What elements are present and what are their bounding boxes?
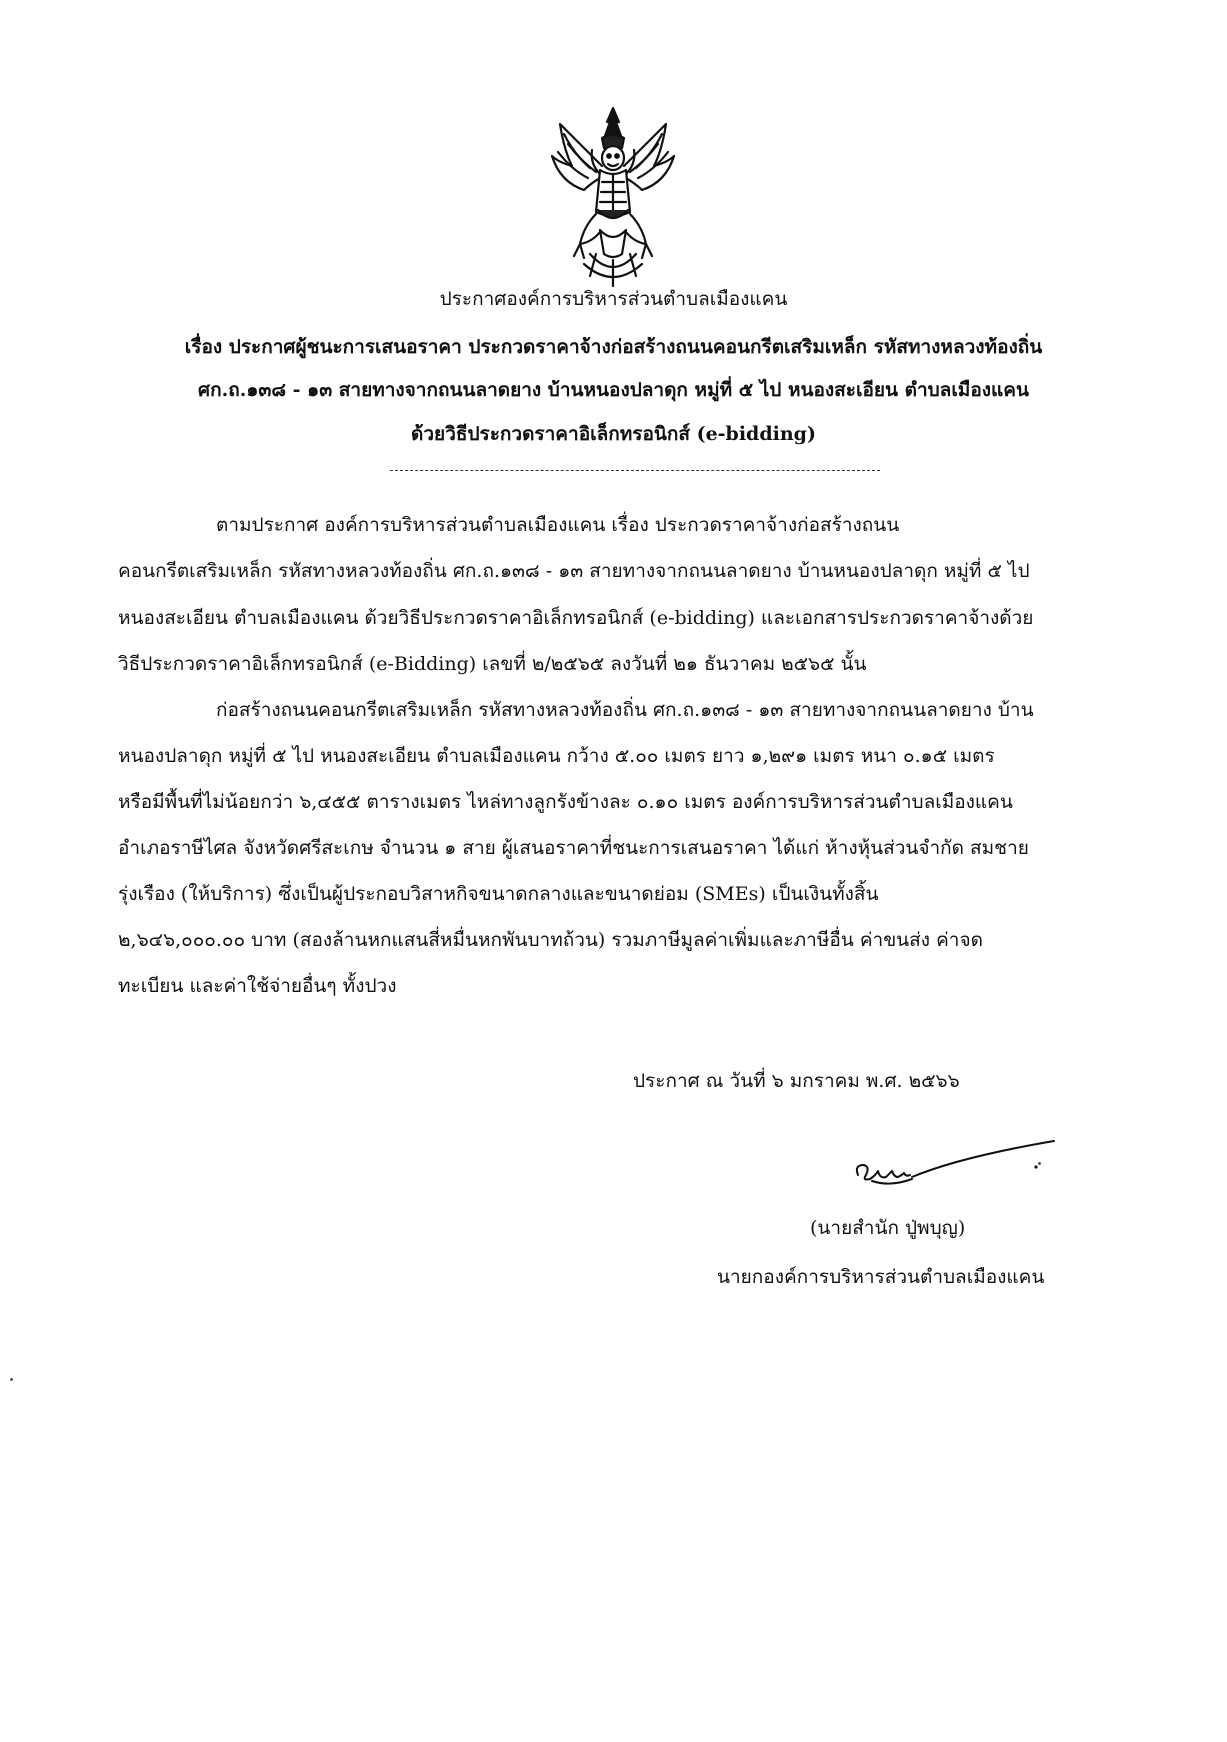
signer-name: (นายสำนัก ปู่พบุญ) bbox=[810, 1217, 966, 1239]
body-text-line: ก่อสร้างถนนคอนกรีตเสริมเหล็ก รหัสทางหลวงท้องถิ่น ศก.ถ.๑๓๘ - ๑๓ สายทางจากถนนลาดยาง บ้าน bbox=[216, 699, 1034, 721]
dashed-divider bbox=[390, 470, 880, 471]
body-text-line: ๒,๖๔๖,๐๐๐.๐๐ บาท (สองล้านหกแสนสี่หมื่นหกพันบาทถ้วน) รวมภาษีมูลค่าเพิ่มและภาษีอื่น ค่าขนส่ง ค่าจด bbox=[118, 929, 983, 951]
subject-line: เรื่อง ประกาศผู้ชนะการเสนอราคา ประกวดราคาจ้างก่อสร้างถนนคอนกรีตเสริมเหล็ก รหัสทางหลวงท้องถิ่น bbox=[184, 336, 1043, 358]
scan-speck bbox=[10, 1378, 13, 1381]
body-text-line: หรือมีพื้นที่ไม่น้อยกว่า ๖,๔๕๕ ตารางเมตร ไหล่ทางลูกรังข้างละ ๐.๑๐ เมตร องค์การบริหารส่วนตำบลเมืองแคน bbox=[118, 791, 1013, 813]
handwritten-signature bbox=[850, 1135, 1060, 1195]
scan-speck bbox=[1038, 1162, 1041, 1165]
body-text-line: หนองสะเอียน ตำบลเมืองแคน ด้วยวิธีประกวดราคาอิเล็กทรอนิกส์ (e-bidding) และเอกสารประกวดราคาจ้างด้วย bbox=[118, 607, 1034, 629]
garuda-emblem-icon bbox=[550, 104, 676, 290]
signer-position: นายกองค์การบริหารส่วนตำบลเมืองแคน bbox=[717, 1266, 1045, 1288]
announcement-date: ประกาศ ณ วันที่ ๖ มกราคม พ.ศ. ๒๕๖๖ bbox=[633, 1070, 960, 1092]
body-text-line: อำเภอราษีไศล จังหวัดศรีสะเกษ จำนวน ๑ สาย ผู้เสนอราคาที่ชนะการเสนอราคา ได้แก่ ห้างหุ้นส่วนจำกัด สมชาย bbox=[118, 837, 1029, 859]
subject-line: ศก.ถ.๑๓๘ - ๑๓ สายทางจากถนนลาดยาง บ้านหนองปลาดุก หมู่ที่ ๕ ไป หนองสะเอียน ตำบลเมืองแคน bbox=[198, 379, 1029, 401]
body-text-line: คอนกรีตเสริมเหล็ก รหัสทางหลวงท้องถิ่น ศก.ถ.๑๓๘ - ๑๓ สายทางจากถนนลาดยาง บ้านหนองปลาดุก หมู่ที่ ๕ ไป bbox=[118, 560, 1030, 582]
announcement-title: ประกาศองค์การบริหารส่วนตำบลเมืองแคน bbox=[439, 288, 788, 310]
body-text-line: รุ่งเรือง (ให้บริการ) ซึ่งเป็นผู้ประกอบวิสาหกิจขนาดกลางและขนาดย่อม (SMEs) เป็นเงินทั้งสิ้น bbox=[118, 883, 879, 905]
body-text-line: หนองปลาดุก หมู่ที่ ๕ ไป หนองสะเอียน ตำบลเมืองแคน กว้าง ๕.๐๐ เมตร ยาว ๑,๒๙๑ เมตร หนา ๐.๑๕ เมตร bbox=[118, 745, 995, 767]
body-text-line: ตามประกาศ องค์การบริหารส่วนตำบลเมืองแคน เรื่อง ประกวดราคาจ้างก่อสร้างถนน bbox=[216, 514, 900, 536]
subject-line: ด้วยวิธีประกวดราคาอิเล็กทรอนิกส์ (e-bidding) bbox=[411, 423, 816, 445]
body-text-line: ทะเบียน และค่าใช้จ่ายอื่นๆ ทั้งปวง bbox=[118, 975, 397, 997]
body-text-line: วิธีประกวดราคาอิเล็กทรอนิกส์ (e-Bidding) เลขที่ ๒/๒๕๖๕ ลงวันที่ ๒๑ ธันวาคม ๒๕๖๕ นั้น bbox=[118, 653, 867, 675]
